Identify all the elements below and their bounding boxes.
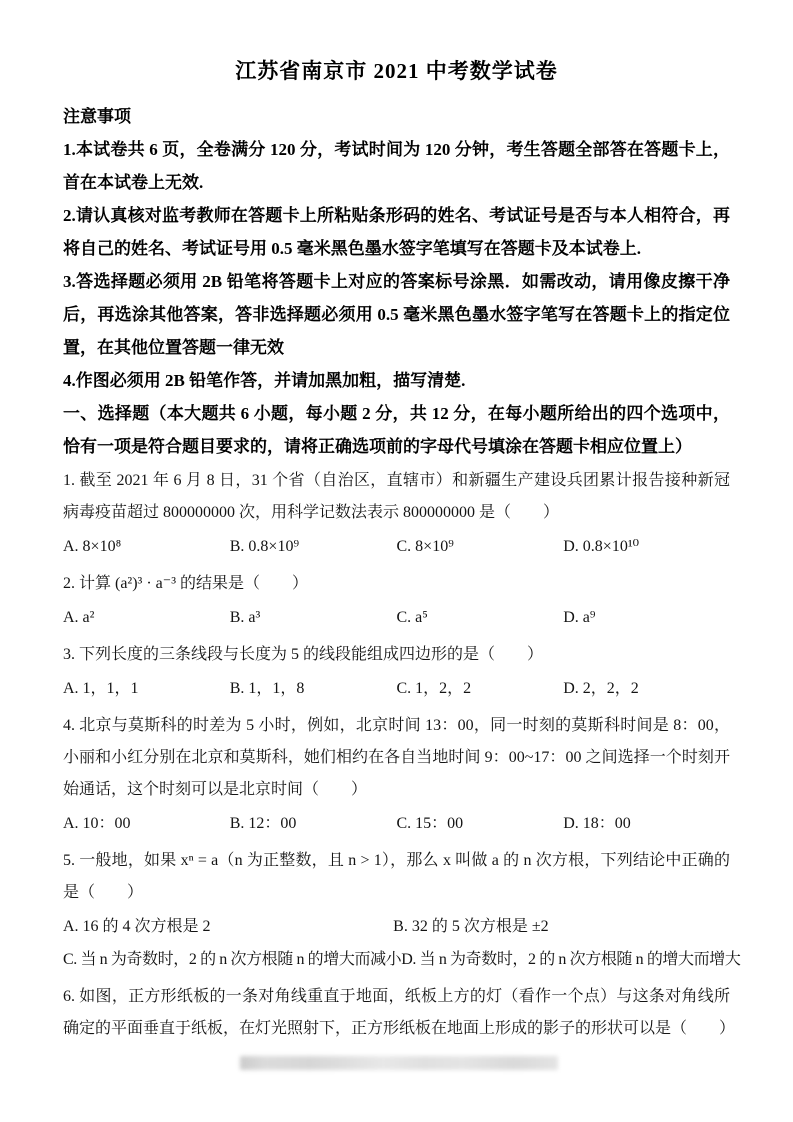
question-1-option-b: B. 0.8×10⁹ — [229, 538, 300, 555]
question-3-option-d: D. 2，2，2 — [563, 680, 639, 697]
question-3-stem: 3. 下列长度的三条线段与长度为 5 的线段能组成四边形的是（ ） — [63, 646, 544, 663]
question-5-option-b: B. 32 的 5 次方根是 ±2 — [393, 918, 549, 935]
question-5-stem: 5. 一般地，如果 xⁿ = a（n 为正整数，且 n > 1），那么 x 叫做 a 的 n 次方根，下列结论中正确的是（ ） — [63, 852, 730, 901]
question-2-option-a: A. a² — [63, 609, 95, 626]
question-1-option-d: D. 0.8×10¹⁰ — [563, 538, 640, 555]
notice-item-2: 2.请认真核对监考教师在答题卡上所粘贴条形码的姓名、考试证号是否与本人相符合，再将自己的姓名、考试证号用 0.5 毫米黑色墨水签字笔填写在答题卡及本试卷上. — [63, 206, 730, 258]
question-3-option-b: B. 1，1，8 — [229, 680, 305, 697]
question-4-options — [63, 812, 730, 836]
page-title: 江苏省南京市 2021 中考数学试卷 — [235, 59, 558, 83]
question-4-option-a: A. 10：00 — [63, 815, 131, 832]
question-5 — [63, 845, 741, 972]
question-2-option-b: B. a³ — [229, 609, 261, 626]
question-5-option-d: D. 当 n 为奇数时，2 的 n 次方根随 n 的增大而增大 — [401, 951, 741, 968]
question-5-options-cd — [63, 948, 741, 972]
question-4-option-c: C. 15：00 — [396, 815, 464, 832]
question-3-option-a: A. 1，1，1 — [63, 680, 139, 697]
blurred-watermark — [240, 1056, 558, 1070]
question-1-options — [63, 535, 730, 559]
question-1 — [63, 465, 730, 559]
question-5-options-ab — [63, 915, 730, 939]
question-5-option-a: A. 16 的 4 次方根是 2 — [63, 918, 211, 935]
question-3 — [63, 639, 730, 701]
question-1-stem: 1. 截至 2021 年 6 月 8 日，31 个省（自治区，直辖市）和新疆生产建设兵团累计报告接种新冠病毒疫苗超过 800000000 次，用科学记数法表示 800000000 是（ ） — [63, 472, 730, 521]
notice-item-1: 1.本试卷共 6 页，全卷满分 120 分，考试时间为 120 分钟，考生答题全部答在答题卡上，首在本试卷上无效. — [63, 140, 730, 192]
question-6-stem: 6. 如图，正方形纸板的一条对角线重直于地面，纸板上方的灯（看作一个点）与这条对角线所确定的平面垂直于纸板，在灯光照射下，正方形纸板在地面上形成的影子的形状可以是（ ） — [63, 988, 736, 1037]
notice-item-4: 4.作图必须用 2B 铅笔作答，并请加黑加粗，描写清楚. — [63, 371, 466, 390]
notice-heading: 注意事项 — [63, 107, 131, 126]
question-2-stem: 2. 计算 (a²)³ · a⁻³ 的结果是（ ） — [63, 575, 309, 592]
question-4-option-d: D. 18：00 — [563, 815, 631, 832]
question-4-option-b: B. 12：00 — [229, 815, 297, 832]
notice-item-3: 3.答选择题必须用 2B 铅笔将答题卡上对应的答案标号涂黑．如需改动，请用像皮擦干净后，再选涂其他答案，答非选择题必须用 0.5 毫米黑色墨水签字笔写在答题卡上的指定位置，在其他位置答题一律无效 — [63, 272, 730, 357]
question-4 — [63, 710, 730, 836]
question-6 — [63, 981, 736, 1045]
question-5-option-c: C. 当 n 为奇数时，2 的 n 次方根随 n 的增大而减小 — [63, 951, 402, 968]
question-1-option-c: C. 8×10⁹ — [396, 538, 454, 555]
question-2-option-d: D. a⁹ — [563, 609, 596, 626]
question-4-stem: 4. 北京与莫斯科的时差为 5 小时，例如，北京时间 13：00，同一时刻的莫斯科时间是 8：00，小丽和小红分别在北京和莫斯科，她们相约在各自当地时间 9：00~17：00 之间选择一个时刻开始通话，这个时刻可以是北京时间（ ） — [63, 717, 730, 798]
question-3-options — [63, 677, 730, 701]
question-2-options — [63, 606, 730, 630]
question-3-option-c: C. 1，2，2 — [396, 680, 472, 697]
section-choice-heading: 一、选择题（本大题共 6 小题，每小题 2 分，共 12 分，在每小题所给出的四个选项中，恰有一项是符合题目要求的，请将正确选项前的字母代号填涂在答题卡相应位置上） — [63, 404, 730, 456]
question-2-option-c: C. a⁵ — [396, 609, 428, 626]
question-2 — [63, 568, 730, 630]
question-1-option-a: A. 8×10⁸ — [63, 538, 122, 555]
